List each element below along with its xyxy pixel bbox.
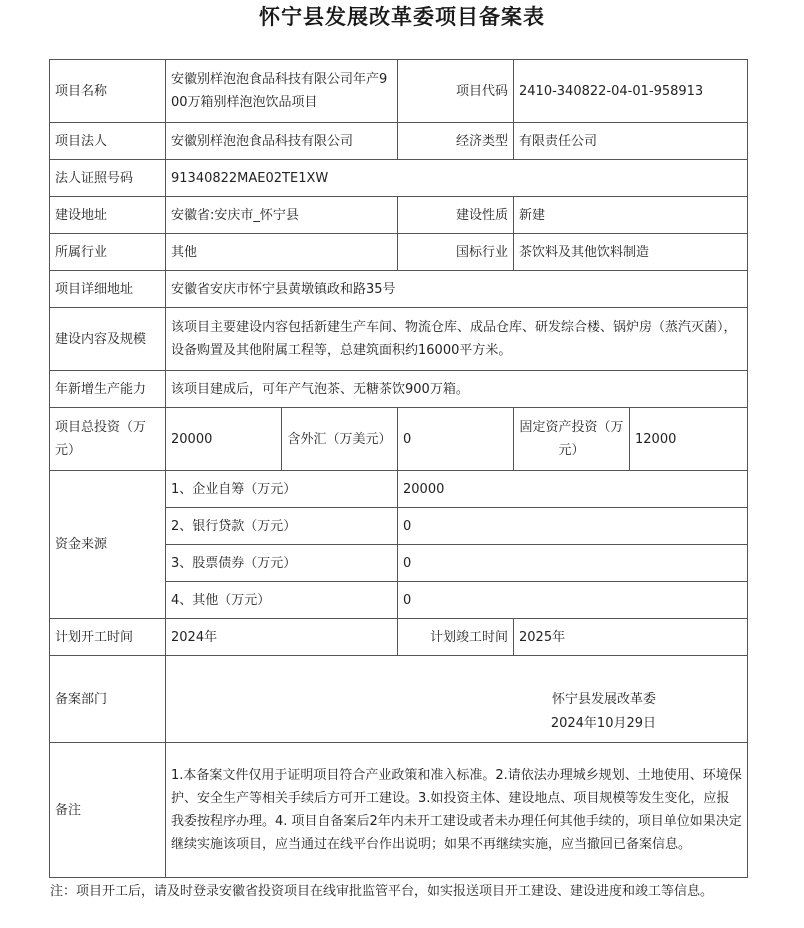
row-schedule: [50, 619, 748, 656]
fixed-asset-value: 12000: [630, 408, 748, 471]
row-capacity: [50, 371, 748, 408]
filing-dept-org: 怀宁县发展改革委: [552, 692, 657, 707]
row-investment: [50, 408, 748, 471]
filing-dept-label: 备案部门: [50, 656, 166, 743]
remarks-label: 备注: [50, 743, 166, 878]
funding-item-label: 1、企业自筹（万元）: [166, 471, 398, 508]
project-code-value: 2410-340822-04-01-958913: [514, 60, 748, 123]
end-time-value: 2025年: [514, 619, 748, 656]
row-industry: [50, 234, 748, 271]
start-time-label: 计划开工时间: [50, 619, 166, 656]
project-name-value: 安徽别样泡泡食品科技有限公司年产900万箱别样泡泡饮品项目: [166, 60, 398, 123]
end-time-label: 计划竣工时间: [398, 619, 514, 656]
national-industry-value: 茶饮料及其他饮料制造: [514, 234, 748, 271]
row-project-name: [50, 60, 748, 123]
capacity-value: 该项目建成后，可年产气泡茶、无糖茶饮900万箱。: [166, 371, 748, 408]
funding-label: 资金来源: [50, 471, 166, 619]
total-investment-label: 项目总投资（万元）: [50, 408, 166, 471]
build-nature-label: 建设性质: [398, 197, 514, 234]
scope-label: 建设内容及规模: [50, 308, 166, 371]
filing-table: [49, 59, 748, 878]
row-scope: [50, 308, 748, 371]
build-nature-value: 新建: [514, 197, 748, 234]
license-label: 法人证照号码: [50, 160, 166, 197]
filing-dept-cell: [166, 656, 748, 743]
build-location-label: 建设地址: [50, 197, 166, 234]
economic-type-label: 经济类型: [398, 123, 514, 160]
page-title: 怀宁县发展改革委项目备案表: [259, 5, 545, 29]
industry-value: 其他: [166, 234, 398, 271]
forex-value: 0: [398, 408, 514, 471]
funding-item-value: 0: [398, 508, 748, 545]
economic-type-value: 有限责任公司: [514, 123, 748, 160]
remarks-value: 1.本备案文件仅用于证明项目符合产业政策和准入标准。2.请依法办理城乡规划、土地使用、环境保护、安全生产等相关手续后方可开工建设。3.如投资主体、建设地点、项目规模等发生变化，应报我委按程序办理。4. 项目自备案后2年内未开工建设或者未办理任何其他手续的，项目单位如果决定继续实施该项目，应当通过在线平台作出说明；如果不再继续实施，应当撤回已备案信息。: [166, 743, 748, 878]
funding-item-label: 4、其他（万元）: [166, 582, 398, 619]
license-value: 91340822MAE02TE1XW: [166, 160, 748, 197]
row-detail-address: [50, 271, 748, 308]
detail-address-label: 项目详细地址: [50, 271, 166, 308]
row-filing-dept: [50, 656, 748, 743]
fixed-asset-label: 固定资产投资（万元）: [514, 408, 630, 471]
funding-item-value: 0: [398, 582, 748, 619]
funding-item-label: 2、银行贷款（万元）: [166, 508, 398, 545]
filing-date: 2024年10月29日: [550, 716, 657, 731]
industry-label: 所属行业: [50, 234, 166, 271]
build-location-value: 安徽省:安庆市_怀宁县: [166, 197, 398, 234]
project-code-label: 项目代码: [398, 60, 514, 123]
forex-label: 含外汇（万美元）: [282, 408, 398, 471]
row-license: [50, 160, 748, 197]
footnote: 注：项目开工后，请及时登录安徽省投资项目在线审批监管平台，如实报送项目开工建设、建设进度和竣工等信息。: [50, 884, 714, 899]
row-location: [50, 197, 748, 234]
funding-item-value: 20000: [398, 471, 748, 508]
funding-item-label: 3、股票债券（万元）: [166, 545, 398, 582]
row-funding-1: [50, 471, 748, 508]
funding-item-value: 0: [398, 545, 748, 582]
capacity-label: 年新增生产能力: [50, 371, 166, 408]
start-time-value: 2024年: [166, 619, 398, 656]
legal-person-value: 安徽别样泡泡食品科技有限公司: [166, 123, 398, 160]
row-legal-person: [50, 123, 748, 160]
project-name-label: 项目名称: [50, 60, 166, 123]
detail-address-value: 安徽省安庆市怀宁县黄墩镇政和路35号: [166, 271, 748, 308]
legal-person-label: 项目法人: [50, 123, 166, 160]
total-investment-value: 20000: [166, 408, 282, 471]
scope-value: 该项目主要建设内容包括新建生产车间、物流仓库、成品仓库、研发综合楼、锅炉房（蒸汽灭菌），设备购置及其他附属工程等，总建筑面积约16000平方米。: [166, 308, 748, 371]
national-industry-label: 国标行业: [398, 234, 514, 271]
row-remarks: [50, 743, 748, 878]
